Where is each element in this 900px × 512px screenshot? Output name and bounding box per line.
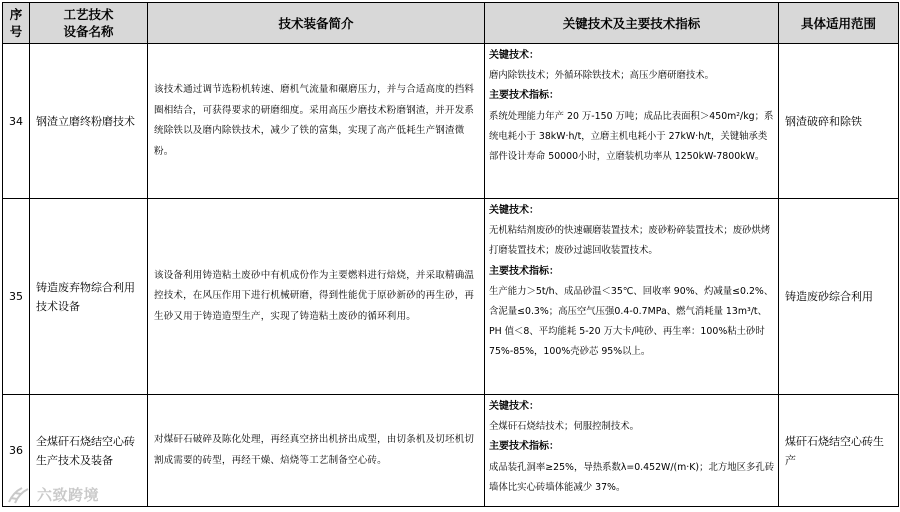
ladder-logo-icon xyxy=(6,485,32,505)
key-tech-text: 磨内除铁技术；外循环除铁技术；高压少磨研磨技术。 xyxy=(489,70,715,82)
index-label: 主要技术指标： xyxy=(489,265,559,277)
row-seq: 35 xyxy=(3,199,30,395)
key-tech-label: 关键技术： xyxy=(489,50,539,61)
row-intro: 对煤矸石破碎及陈化处理，再经真空挤出机挤出成型，由切条机及切坯机切割成需要的砖型，再经干燥、焙烧等工艺制备空心砖。 xyxy=(148,395,485,507)
table-row xyxy=(3,395,899,507)
header-row xyxy=(3,3,899,44)
index-text: 生产能力＞5t/h、成品砂温＜35℃、回收率 90%、灼减量≤0.2%、含泥量≤0.3%；高压空气压强0.4-0.7MPa、燃气消耗量 13m³/t、PH 值＜8、平均能耗 5-20 万大卡/吨砂、再生率：100%粘土砂时75%-85%，100%壳砂芯 95%以上。 xyxy=(489,285,774,358)
technology-table xyxy=(2,2,899,507)
header-seq: 序 号 xyxy=(3,3,30,44)
table-row xyxy=(3,44,899,199)
row-scope: 煤矸石烧结空心砖生产 xyxy=(779,395,899,507)
row-seq: 34 xyxy=(3,44,30,199)
watermark xyxy=(6,484,99,505)
watermark-text: 六致跨境 xyxy=(37,486,100,504)
row-key-tech xyxy=(485,44,779,199)
index-label: 主要技术指标： xyxy=(489,90,559,102)
header-intro: 技术装备简介 xyxy=(148,3,485,44)
index-text: 成品装孔洞率≥25%，导热系数λ=0.452W/(m·K)；北方地区多孔砖墙体比实心砖墙体能减少 37%。 xyxy=(489,461,775,493)
key-tech-text: 无机粘结剂废砂的快速碾磨装置技术；废砂粉碎装置技术；废砂烘烤打磨装置技术；废砂过滤回收装置技术。 xyxy=(489,225,771,257)
row-key-tech xyxy=(485,199,779,395)
table-row xyxy=(3,199,899,395)
row-scope: 铸造废砂综合利用 xyxy=(779,199,899,395)
row-name: 全煤矸石烧结空心砖生产技术及装备 xyxy=(30,395,148,507)
row-name: 钢渣立磨终粉磨技术 xyxy=(30,44,148,199)
row-scope: 钢渣破碎和除铁 xyxy=(779,44,899,199)
index-label: 主要技术指标： xyxy=(489,441,559,453)
row-intro: 该技术通过调节选粉机转速、磨机气流量和碾磨压力，并与合适高度的挡料圈相结合，可获得要求的研磨细度。采用高压少磨技术粉磨钢渣，并开发系统除铁以及磨内除铁技术，减少了铁的富集，实现了高产低耗生产钢渣微粉。 xyxy=(148,44,485,199)
index-text: 系统处理能力年产 20 万-150 万吨；成品比表面积＞450m²/kg；系统电耗小于 38kW·h/t，立磨主机电耗小于 27kW·h/t，关键轴承类部件设计寿命 50000小时，立磨装机功率从 1250kW-7800kW。 xyxy=(489,110,774,163)
header-name: 工艺技术 设备名称 xyxy=(30,3,148,44)
row-intro: 该设备利用铸造粘土废砂中有机成份作为主要燃料进行焙烧，并采取精确温控技术，在风压作用下进行机械研磨，得到性能优于原砂新砂的再生砂，再生砂又用于铸造造型生产，实现了铸造粘土废砂的循环利用。 xyxy=(148,199,485,395)
key-tech-label: 关键技术： xyxy=(489,205,539,216)
row-key-tech xyxy=(485,395,779,507)
header-scope: 具体适用范围 xyxy=(779,3,899,44)
row-seq: 36 xyxy=(3,395,30,507)
row-name: 铸造废弃物综合利用技术设备 xyxy=(30,199,148,395)
header-key-tech: 关键技术及主要技术指标 xyxy=(485,3,779,44)
key-tech-label: 关键技术： xyxy=(489,401,539,412)
key-tech-text: 全煤矸石烧结技术；伺服控制技术。 xyxy=(489,421,640,433)
